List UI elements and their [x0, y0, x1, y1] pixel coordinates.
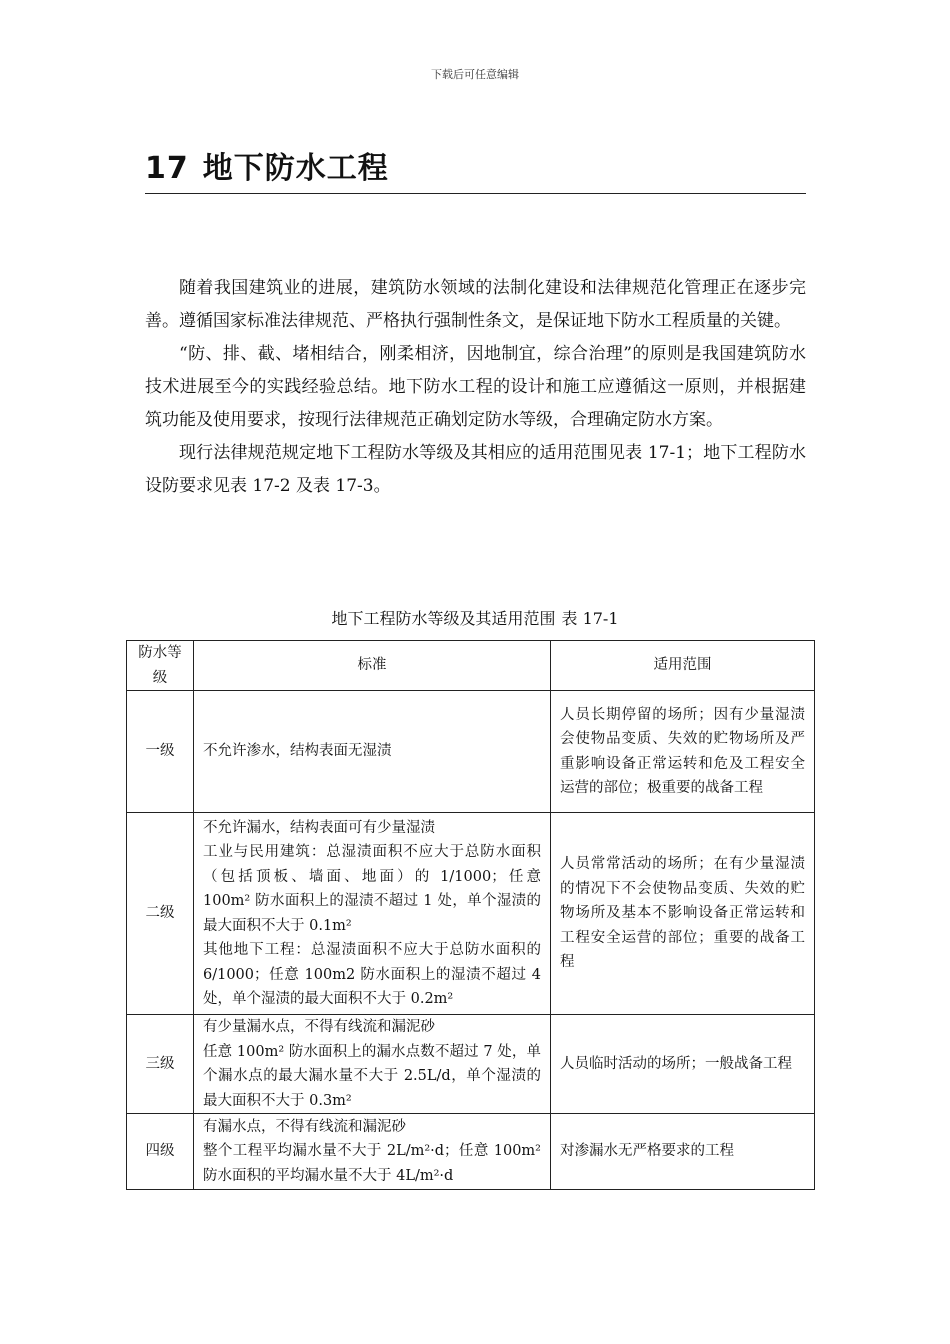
- grade-cell: 一级: [127, 691, 194, 813]
- table-row: [127, 813, 815, 1015]
- standard-line: 有少量漏水点，不得有线流和漏泥砂: [203, 1019, 435, 1035]
- table-row: [127, 1015, 815, 1114]
- standard-line: 不允许漏水，结构表面可有少量湿渍: [203, 819, 435, 836]
- chapter-number: 17: [145, 151, 189, 186]
- table-row: [127, 691, 815, 813]
- body-text: [145, 272, 806, 503]
- standard-line: 整个工程平均漏水量不大于 2L/m²·d；任意 100m² 防水面积的平均漏水量不大于 4L/m²·d: [203, 1143, 541, 1184]
- scope-cell: 人员临时活动的场所；一般战备工程: [551, 1015, 815, 1114]
- paragraph: 现行法律规范规定地下工程防水等级及其相应的适用范围见表 17-1；地下工程防水设防要求见表 17-2 及表 17-3。: [145, 443, 806, 496]
- paragraph: “防、排、截、堵相结合，刚柔相济，因地制宜，综合治理”的原则是我国建筑防水技术进展至今的实践经验总结。地下防水工程的设计和施工应遵循这一原则，并根据建筑功能及使用要求，按现行法律规范正确划定防水等级，合理确定防水方案。: [145, 344, 806, 430]
- table-caption: [0, 606, 950, 629]
- header-scope: 适用范围: [551, 641, 815, 691]
- standard-line: 工业与民用建筑：总湿渍面积不应大于总防水面积（包括顶板、墙面、地面）的 1/1000；任意 100m² 防水面积上的湿渍不超过 1 处，单个湿渍的最大面积不大于 0.1m²: [203, 844, 541, 934]
- header-standard: 标准: [194, 641, 551, 691]
- waterproof-grade-table: [126, 640, 815, 1190]
- standard-cell: [194, 813, 551, 1015]
- table-row: [127, 1114, 815, 1190]
- page-header: 下载后可任意编辑: [431, 68, 519, 81]
- header-grade: 防水等级: [127, 641, 194, 691]
- paragraph: 随着我国建筑业的进展，建筑防水领域的法制化建设和法律规范化管理正在逐步完善。遵循国家标准法律规范、严格执行强制性条文，是保证地下防水工程质量的关键。: [145, 278, 806, 331]
- table-number: 表 17-1: [561, 609, 619, 628]
- chapter-title: 地下防水工程: [202, 151, 389, 186]
- standard-cell: [194, 1114, 551, 1190]
- scope-cell: 对渗漏水无严格要求的工程: [551, 1114, 815, 1190]
- grade-cell: 三级: [127, 1015, 194, 1114]
- standard-line: 任意 100m² 防水面积上的漏水点数不超过 7 处，单个漏水点的最大漏水量不大于 2.5L/d，单个湿渍的最大面积不大于 0.3m²: [203, 1043, 541, 1109]
- scope-cell: 人员长期停留的场所；因有少量湿渍会使物品变质、失效的贮物场所及严重影响设备正常运转和危及工程安全运营的部位；极重要的战备工程: [551, 691, 815, 813]
- standard-line: 有漏水点，不得有线流和漏泥砂: [203, 1118, 406, 1135]
- table-caption-title: 地下工程防水等级及其适用范围: [331, 609, 556, 628]
- standard-cell: [194, 1015, 551, 1114]
- scope-cell: 人员常常活动的场所；在有少量湿渍的情况下不会使物品变质、失效的贮物场所及基本不影响设备正常运转和工程安全运营的部位；重要的战备工程: [551, 813, 815, 1015]
- grade-cell: 二级: [127, 813, 194, 1015]
- table-header-row: [127, 641, 815, 691]
- standard-line: 其他地下工程：总湿渍面积不应大于总防水面积的 6/1000；任意 100m2 防水面积上的湿渍不超过 4 处，单个湿渍的最大面积不大于 0.2m²: [203, 942, 541, 1007]
- standard-cell: [194, 691, 551, 813]
- grade-cell: 四级: [127, 1114, 194, 1190]
- chapter-heading: [145, 143, 806, 194]
- standard-line: 不允许渗水，结构表面无湿渍: [203, 743, 392, 760]
